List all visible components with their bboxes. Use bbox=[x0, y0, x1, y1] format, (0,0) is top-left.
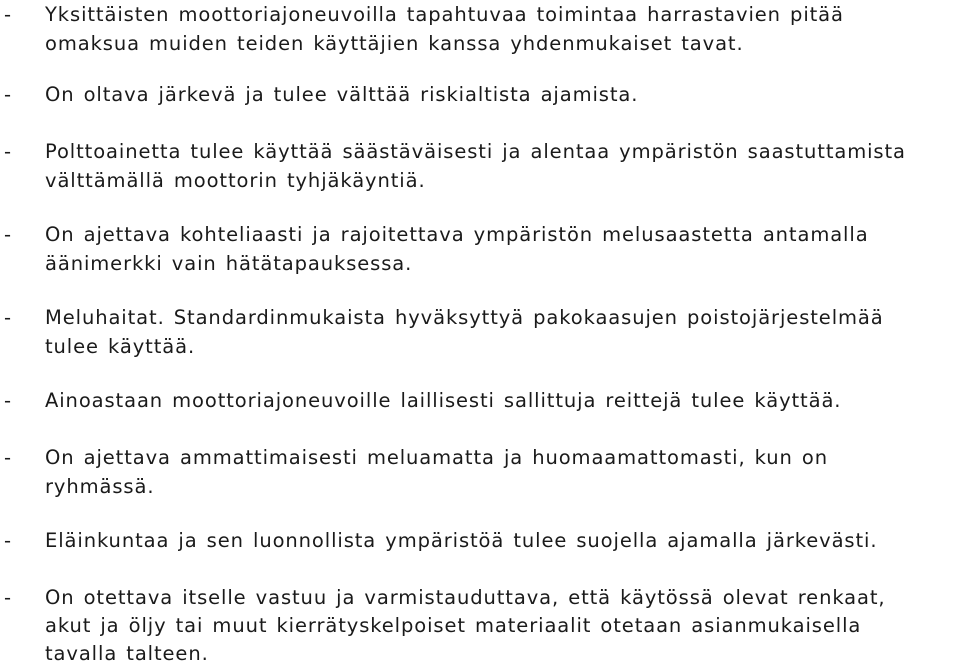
list-item-text-line: On otettava itselle vastuu ja varmistauduttava, että käytössä olevat renkaat, bbox=[45, 586, 886, 609]
bullet-dash: - bbox=[4, 389, 12, 412]
list-item-text-line: ryhmässä. bbox=[45, 475, 155, 498]
list-item-text-line: omaksua muiden teiden käyttäjien kanssa yhdenmukaiset tavat. bbox=[45, 32, 744, 55]
bullet-dash: - bbox=[4, 223, 12, 246]
list-item-text-line: Meluhaitat. Standardinmukaista hyväksyttyä pakokaasujen poistojärjestelmää bbox=[45, 306, 884, 329]
list-item-text-line: On oltava järkevä ja tulee välttää riskialtista ajamista. bbox=[45, 83, 639, 106]
list-item-text-line: tulee käyttää. bbox=[45, 335, 196, 358]
list-item-text-line: välttämällä moottorin tyhjäkäyntiä. bbox=[45, 169, 426, 192]
list-item-text-line: Polttoainetta tulee käyttää säästäväisesti ja alentaa ympäristön saastuttamista bbox=[45, 140, 906, 163]
bullet-dash: - bbox=[4, 529, 12, 552]
list-item-text-line: Eläinkuntaa ja sen luonnollista ympäristöä tulee suojella ajamalla järkevästi. bbox=[45, 529, 878, 552]
bullet-dash: - bbox=[4, 3, 12, 26]
list-item-text-line: akut ja öljy tai muut kierrätyskelpoiset materiaalit otetaan asianmukaisella bbox=[45, 614, 862, 637]
list-item-text-line: äänimerkki vain hätätapauksessa. bbox=[45, 252, 413, 275]
list-item-text-line: On ajettava kohteliaasti ja rajoitettava ympäristön melusaastetta antamalla bbox=[45, 223, 869, 246]
bullet-dash: - bbox=[4, 83, 12, 106]
list-item-text-line: Yksittäisten moottoriajoneuvoilla tapahtuvaa toimintaa harrastavien pitää bbox=[45, 3, 844, 26]
list-item-text-line: Ainoastaan moottoriajoneuvoille laillisesti sallittuja reittejä tulee käyttää. bbox=[45, 389, 842, 412]
list-item-text-line: tavalla talteen. bbox=[45, 642, 209, 665]
bullet-dash: - bbox=[4, 446, 12, 469]
bullet-dash: - bbox=[4, 586, 12, 609]
bullet-dash: - bbox=[4, 140, 12, 163]
list-item-text-line: On ajettava ammattimaisesti meluamatta ja huomaamattomasti, kun on bbox=[45, 446, 828, 469]
bullet-dash: - bbox=[4, 306, 12, 329]
